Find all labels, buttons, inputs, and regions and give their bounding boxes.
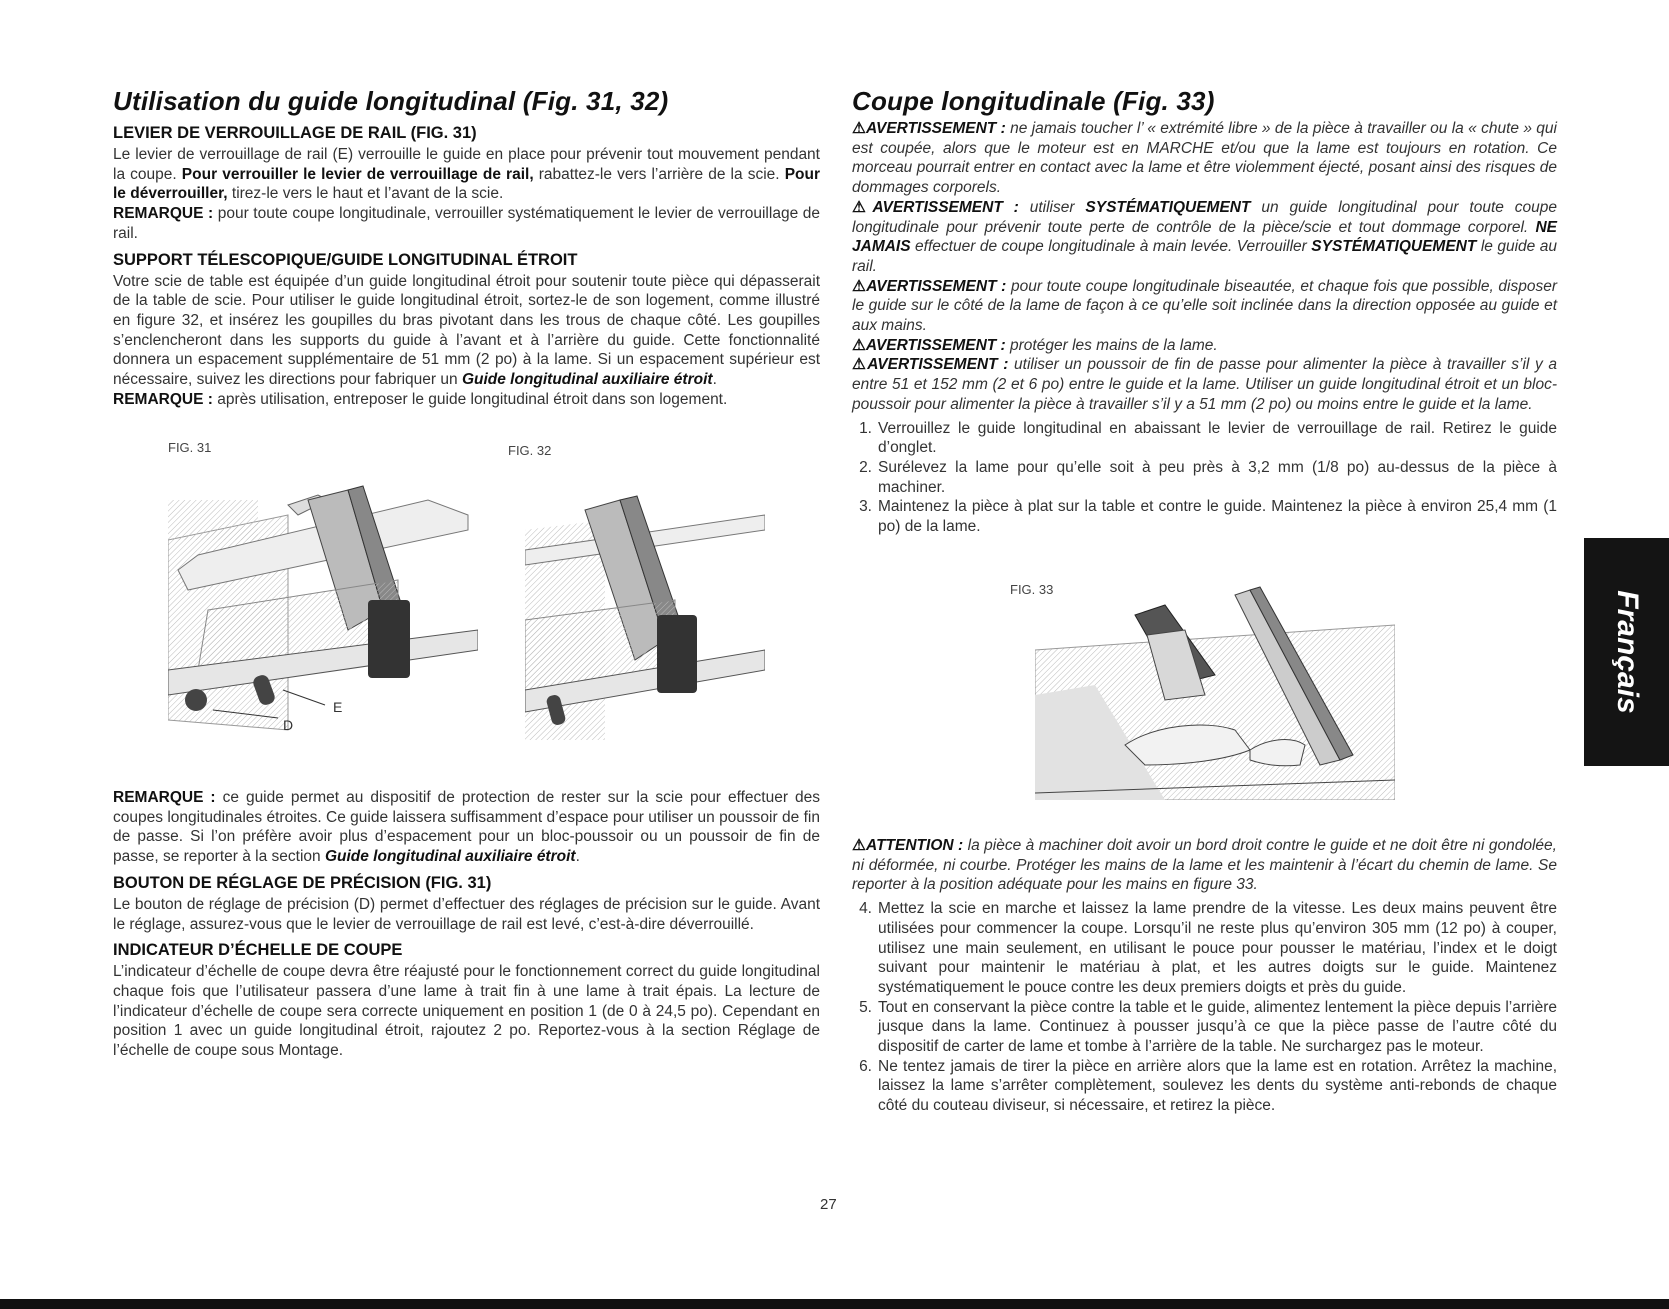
list-item: 3. Maintenez la pièce à plat sur la table et contre le guide. Maintenez la pièce à environ 25,4 mm (1 po) de la lame. <box>859 498 1557 536</box>
fig33-illustration <box>1035 575 1395 800</box>
fig33-caption: FIG. 33 <box>1010 582 1054 597</box>
language-tab <box>1584 538 1669 766</box>
warning-1: ⚠AVERTISSEMENT : ne jamais toucher l’ « extrémité libre » de la pièce à travailler ou la « chute » qui est coupée, alors que le moteur est en MARCHE et/ou que la lame est toujours en rotation. Ce morceau pourrait entrer en contact avec la lame et être violemment éjecté, posant ainsi des risques de dommages corporels. <box>852 120 1557 197</box>
note-guard: REMARQUE : ce guide permet au dispositif de protection de rester sur la scie pour effectuer des coupes longitudinales étroites. Ce guide laissera suffisamment d’espace pour utiliser un poussoir de fin de passe. Si l’on préfère avoir plus d’espacement pour un bloc-poussoir ou un poussoir de fin de passe, se reporter à la section Guide longitudinal auxiliaire étroit. <box>113 789 820 866</box>
attention-note: ⚠ATTENTION : la pièce à machiner doit avoir un bord droit contre le guide et ne doit être ni gondolée, ni déformée, ni courbe. Protéger les mains de la lame et les maintenir à l’écart du chemin de lame. Se reporter à la position adéquate pour les mains en figure 33. <box>852 837 1557 894</box>
left-column-lower <box>113 788 820 1061</box>
warning-4: ⚠AVERTISSEMENT : protéger les mains de la lame. <box>852 336 1218 354</box>
section-title-rip-cut: Coupe longitudinale (Fig. 33) <box>852 86 1215 116</box>
warning-5: ⚠AVERTISSEMENT : utiliser un poussoir de fin de passe pour alimenter la pièce à travailler s’il y a entre 51 et 152 mm (2 et 6 po) entre le guide et la lame. Utiliser un guide longitudinal étroit et un bloc-poussoir pour alimenter la pièce à travailler s’il y a 51 mm (2 po) ou moins entre le guide et la lame. <box>852 356 1557 413</box>
page-number: 27 <box>820 1196 837 1213</box>
heading-scale-indicator: INDICATEUR D’ÉCHELLE DE COUPE <box>113 941 403 960</box>
label-e: E <box>333 699 343 715</box>
fig31-illustration <box>168 460 478 765</box>
steps-list-b <box>852 899 1557 1116</box>
warning-2: ⚠AVERTISSEMENT : utiliser SYSTÉMATIQUEMENT un guide longitudinal pour toute coupe longitudinale pour prévenir toute perte de contrôle de la pièce/scie et tout dommage corporel. NE JAMAIS effectuer de coupe longitudinale à main levée. Verrouiller SYSTÉMATIQUEMENT le guide au rail. <box>852 198 1558 275</box>
warning-icon: ⚠ <box>852 336 866 354</box>
warning-icon: ⚠ <box>852 837 867 854</box>
para-scale-indicator: L’indicateur d’échelle de coupe devra être réajusté pour le fonctionnement correct du guide longitudinal chaque fois que l’utilisateur passera d’une lame à trait fin à une lame à trait épais. La lecture de l’indicateur d’échelle de coupe sera correcte uniquement en position 1 (de 0 à 24,5 po). Cependant en position 1 avec un guide longitudinal étroit, rajoutez 2 po. Reportez-vous à la section Réglage de l’échelle de coupe sous Montage. <box>113 963 820 1060</box>
left-column <box>113 86 820 409</box>
warning-3: ⚠AVERTISSEMENT : pour toute coupe longitudinale biseautée, et chaque fois que possible, disposer le guide sur le côté de la lame de façon à ce qu’elle soit inclinée dans la direction opposée au guide et aux mains. <box>852 277 1557 335</box>
list-item: 4. Mettez la scie en marche et laissez la lame prendre de la vitesse. Les deux mains peuvent être utilisées pour commencer la coupe. Lorsqu’il ne reste plus qu’environ 305 mm (12 po) à couper, utilisez une main seulement, en utilisant le pouce pour pousser le matériau, l’index et le doigt suivant pour maintenir le matériau à plat, et les autres doigts sur le guide. Maintenez systématiquement le pouce contre les deux premiers doigts et près du guide. <box>859 900 1557 996</box>
right-column <box>852 86 1557 537</box>
heading-fine-adjust: BOUTON DE RÉGLAGE DE PRÉCISION (FIG. 31) <box>113 873 492 892</box>
list-item: 1. Verrouillez le guide longitudinal en abaissant le levier de verrouillage de rail. Retirez le guide d’onglet. <box>859 419 1557 457</box>
note-narrow-fence: REMARQUE : après utilisation, entreposer le guide longitudinal étroit dans son logement. <box>113 390 728 408</box>
fig32-caption: FIG. 32 <box>508 443 552 458</box>
para-fine-adjust: Le bouton de réglage de précision (D) permet d’effectuer des réglages de précision sur le guide. Avant le réglage, assurez-vous que le levier de verrouillage de rail est levé, c’est-à-dire déverrouillé. <box>113 895 820 933</box>
fig32-illustration <box>525 490 765 765</box>
para-narrow-fence: Votre scie de table est équipée d’un guide longitudinal étroit pour soutenir toute pièce qui dépasserait de la table de scie. Pour utiliser le guide longitudinal étroit, sortez-le de son logement, comme illustré en figure 32, et insérez les goupilles du bras pivotant dans les trous de chaque côté. Les goupilles s’enclencheront dans les supports du guide à l’avant et à l’arrière du guide. Cette fonctionnalité donnera un espacement supplémentaire de 51 mm (2 po) à la lame. Si un espacement supérieur est nécessaire, suivez les directions pour fabriquer un Guide longitudinal auxiliaire étroit. <box>113 272 820 389</box>
list-item: 6. Ne tentez jamais de tirer la pièce en arrière alors que la lame est en rotation. Arrêtez la machine, laissez la lame s’arrêter complètement, soulevez les dents du système anti-rebonds de chaque côté du couteau diviseur, si nécessaire, et retirez la pièce. <box>859 1057 1557 1115</box>
para-rail-lock: Le levier de verrouillage de rail (E) verrouille le guide en place pour prévenir tout mouvement pendant la coupe. Pour verrouiller le levier de verrouillage de rail, rabattez-le vers l’arrière de la scie. Pour le déverrouiller, tirez-le vers le haut et l’avant de la scie. <box>113 146 820 203</box>
heading-narrow-fence: SUPPORT TÉLESCOPIQUE/GUIDE LONGITUDINAL ÉTROIT <box>113 250 578 269</box>
label-d: D <box>283 717 294 733</box>
warning-icon: ⚠ <box>852 120 866 137</box>
warning-icon: ⚠ <box>852 198 873 216</box>
list-item: 5. Tout en conservant la pièce contre la table et le guide, alimentez lentement la pièce depuis l’arrière jusque dans la lame. Continuez à pousser jusqu’à ce que la pièce passe de l’autre côté du dispositif de carter de lame et tombe à l’arrière de la table. Ne surchargez pas le moteur. <box>859 998 1557 1056</box>
list-item: 2. Surélevez la lame pour qu’elle soit à peu près à 3,2 mm (1/8 po) au-dessus de la pièce à machiner. <box>859 458 1557 496</box>
section-title-guide: Utilisation du guide longitudinal (Fig. 31, 32) <box>113 86 669 116</box>
steps-list-a <box>852 419 1557 537</box>
right-column-lower <box>852 836 1557 1116</box>
note-rail-lock: REMARQUE : pour toute coupe longitudinale, verrouiller systématiquement le levier de verrouillage de rail. <box>113 205 820 242</box>
bottom-border <box>0 1299 1669 1309</box>
warning-icon: ⚠ <box>852 277 867 295</box>
language-tab-label: Français <box>1610 590 1644 714</box>
warning-icon: ⚠ <box>852 356 868 374</box>
fig31-caption: FIG. 31 <box>168 440 212 455</box>
heading-rail-lock: LEVIER DE VERROUILLAGE DE RAIL (FIG. 31) <box>113 124 477 142</box>
